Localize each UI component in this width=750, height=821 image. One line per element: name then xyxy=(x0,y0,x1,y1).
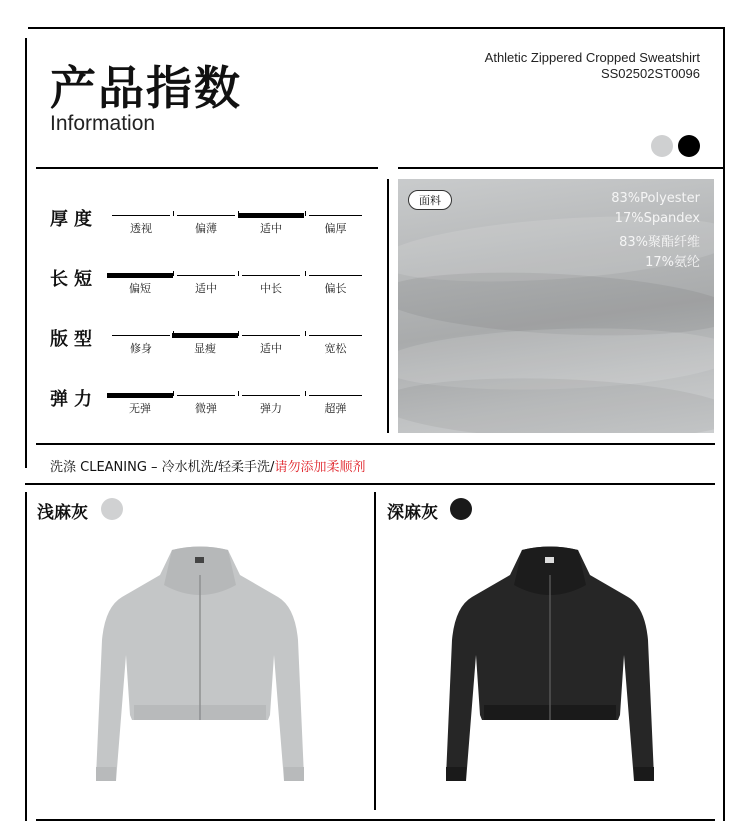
spec-option-selected: 无弹 xyxy=(107,395,173,417)
spec-tick xyxy=(305,391,306,396)
colors-left-border xyxy=(25,492,27,821)
color-swatch-dark xyxy=(450,498,472,520)
cleaning-bottom-rule xyxy=(25,483,715,485)
spec-label: 弹力 xyxy=(50,389,98,410)
dark-heather-grey-hoodie-icon xyxy=(440,545,660,795)
spec-option: 超弹 xyxy=(309,395,362,417)
color-name-light: 浅麻灰 xyxy=(37,503,88,523)
spec-row-elasticity xyxy=(50,385,370,415)
composition-line: 83%聚酯纤维 xyxy=(619,235,700,250)
spec-option: 适中 xyxy=(177,275,235,297)
composition-line: 17%Spandex xyxy=(614,211,700,226)
top-border xyxy=(28,27,724,29)
product-code: SS02502ST0096 xyxy=(600,66,700,81)
cleaning-instructions xyxy=(50,456,365,475)
spec-fabric-divider xyxy=(387,179,389,433)
spec-option: 偏厚 xyxy=(309,215,362,237)
spec-option: 透视 xyxy=(112,215,170,237)
spec-tick xyxy=(173,271,174,276)
left-border xyxy=(25,38,27,468)
spec-label: 厚度 xyxy=(50,209,98,230)
color-name-dark: 深麻灰 xyxy=(387,503,438,523)
right-border xyxy=(723,27,725,821)
cleaning-warning: 请勿添加柔顺剂 xyxy=(274,460,366,475)
header-swatch-light xyxy=(651,135,673,157)
spec-tick xyxy=(173,211,174,216)
spec-tick xyxy=(238,391,239,396)
spec-option-selected: 显瘦 xyxy=(172,335,238,357)
spec-row-fit xyxy=(50,325,370,355)
spec-option: 宽松 xyxy=(309,335,362,357)
spec-option-selected: 适中 xyxy=(238,215,304,237)
spec-option: 修身 xyxy=(112,335,170,357)
composition-line: 83%Polyester xyxy=(611,191,700,206)
spec-option: 弹力 xyxy=(242,395,300,417)
header-swatch-dark xyxy=(678,135,700,157)
spec-label: 长短 xyxy=(50,269,98,290)
product-name: Athletic Zippered Cropped Sweatshirt xyxy=(484,50,700,65)
header-divider-right xyxy=(398,167,725,169)
spec-option: 偏长 xyxy=(309,275,362,297)
fabric-tag: 面料 xyxy=(408,190,452,210)
spec-row-thickness xyxy=(50,205,370,235)
spec-option: 适中 xyxy=(242,335,300,357)
spec-tick xyxy=(238,331,239,336)
spec-label: 版型 xyxy=(50,329,98,350)
page-subtitle: Information xyxy=(50,112,156,135)
spec-tick xyxy=(305,331,306,336)
spec-tick xyxy=(173,391,174,396)
color-swatch-light xyxy=(101,498,123,520)
cleaning-top-rule xyxy=(36,443,715,445)
light-heather-grey-hoodie-icon xyxy=(90,545,310,795)
spec-tick xyxy=(305,211,306,216)
header-divider-left xyxy=(36,167,378,169)
spec-option-selected: 偏短 xyxy=(107,275,173,297)
page-title: 产品指数 xyxy=(50,61,242,115)
composition-line: 17%氨纶 xyxy=(645,255,700,270)
spec-option: 中长 xyxy=(242,275,300,297)
spec-option: 偏薄 xyxy=(177,215,235,237)
spec-option: 微弹 xyxy=(177,395,235,417)
cleaning-text: 洗涤 CLEANING – 冷水机洗/轻柔手洗/ xyxy=(50,460,275,475)
spec-row-length xyxy=(50,265,370,295)
spec-tick xyxy=(305,271,306,276)
fabric-swatch-image xyxy=(398,179,714,433)
colors-center-divider xyxy=(374,492,376,810)
spec-tick xyxy=(238,271,239,276)
